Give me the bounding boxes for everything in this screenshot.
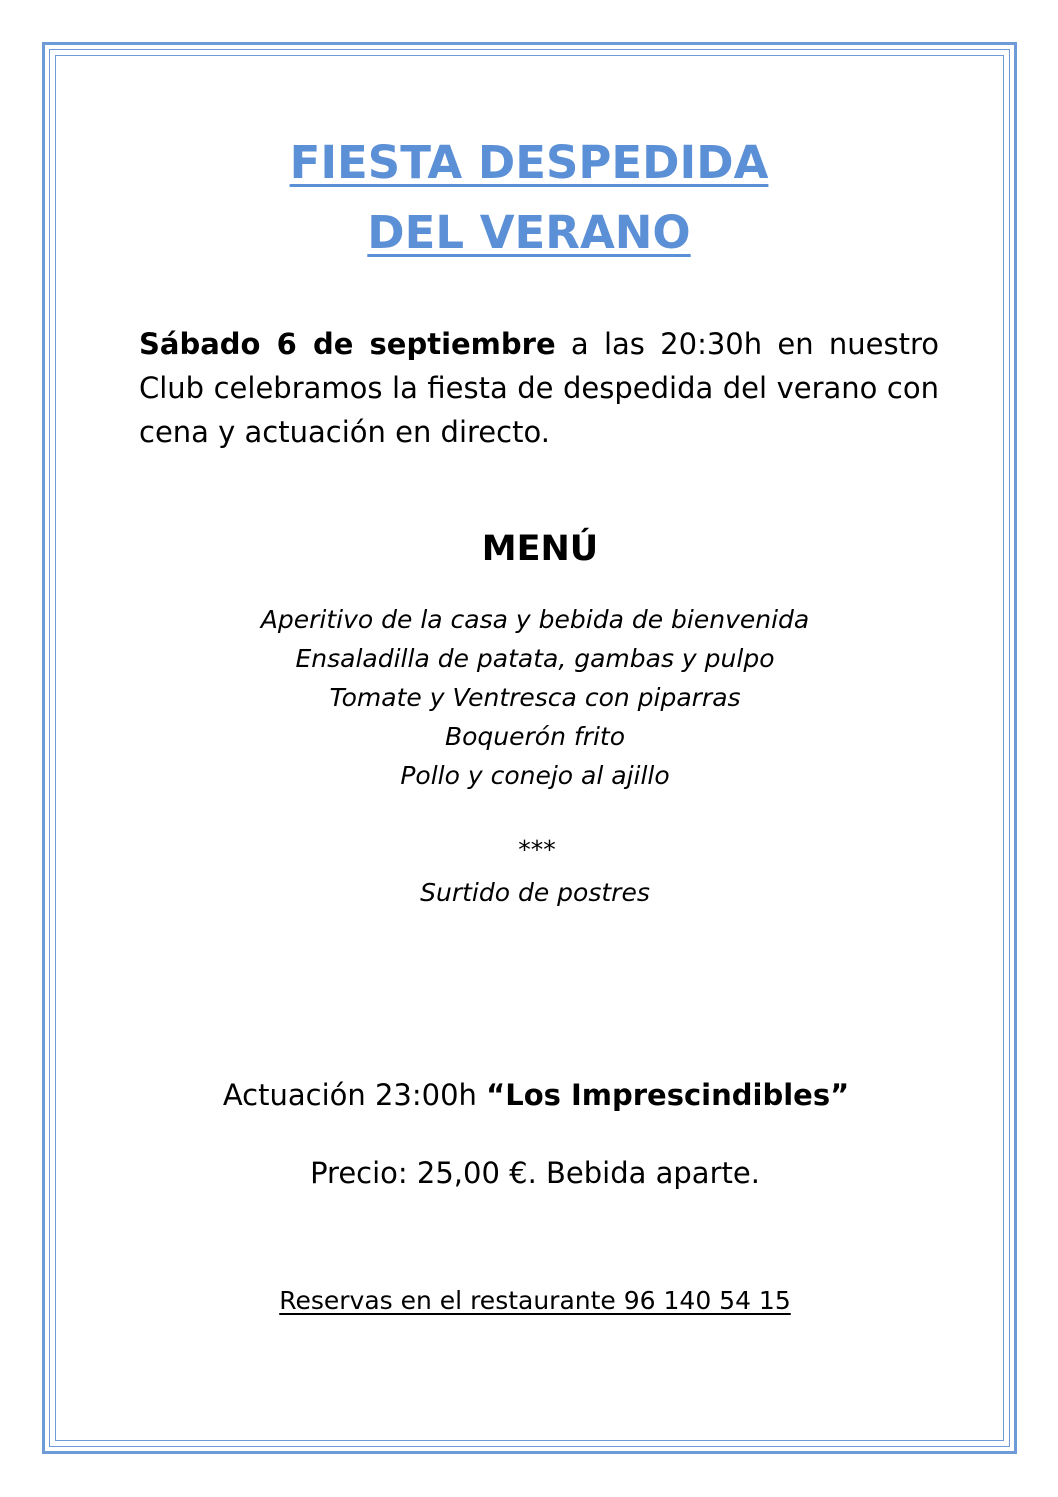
performance-band: “Los Imprescindibles” [486,1078,850,1112]
event-description: a las 20:30h en nuestro Club celebramos la fiesta de despedida del verano con cena y actuación en directo. [139,327,939,449]
event-title [0,128,1058,268]
menu-item: Pollo y conejo al ajillo [400,761,670,790]
menu-list [0,600,1058,795]
menu-item: Aperitivo de la casa y bebida de bienvenida [260,605,810,634]
performance-info [0,1074,1058,1116]
event-date: Sábado 6 de septiembre [139,327,556,361]
event-title-line-2: DEL VERANO [367,206,691,259]
menu-item: Boquerón frito [444,722,626,751]
menu-item: Ensaladilla de patata, gambas y pulpo [295,644,775,673]
price-info: Precio: 25,00 €. Bebida aparte. [310,1156,760,1190]
reservations-phone: Reservas en el restaurante 96 140 54 15 [279,1286,791,1315]
event-title-line-1: FIESTA DESPEDIDA [289,136,769,189]
menu-heading: MENÚ [481,529,599,569]
performance-time: Actuación 23:00h [222,1078,487,1112]
menu-item: Tomate y Ventresca con piparras [329,683,741,712]
event-intro [139,322,939,454]
reservations-info [0,1282,1058,1320]
menu-separator: *** [518,835,556,864]
menu-desserts: Surtido de postres [420,878,650,907]
